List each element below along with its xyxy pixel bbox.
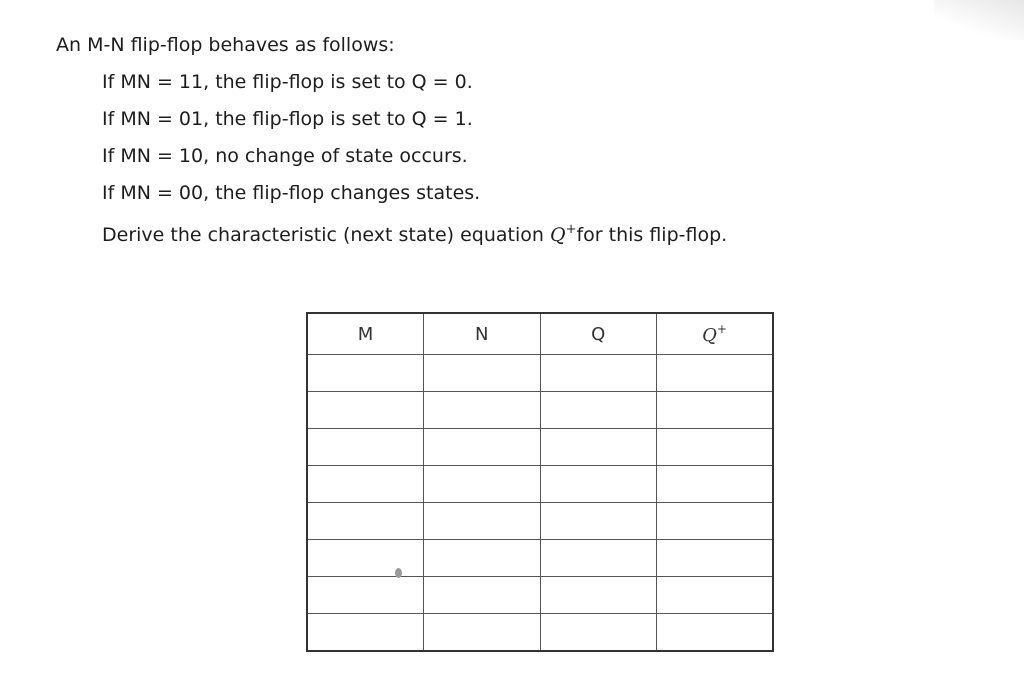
- truth-table-header-row: [307, 313, 773, 355]
- cell-q-plus[interactable]: [657, 503, 774, 540]
- cell-q-plus[interactable]: [657, 540, 774, 577]
- header-q: Q: [540, 313, 657, 355]
- table-row: [307, 577, 773, 614]
- rules-list: [102, 68, 480, 216]
- cell-q[interactable]: [540, 392, 657, 429]
- cell-q-plus[interactable]: [657, 614, 774, 652]
- scan-speck: [395, 568, 402, 578]
- cell-n[interactable]: [424, 429, 541, 466]
- cell-m[interactable]: [307, 540, 424, 577]
- table-row: [307, 614, 773, 652]
- rule-mn-01: If MN = 01, the flip-flop is set to Q = 1.: [102, 108, 473, 130]
- rule-mn-10: If MN = 10, no change of state occurs.: [102, 145, 468, 167]
- problem-intro: An M-N flip-flop behaves as follows:: [56, 34, 395, 56]
- truth-table-body: [307, 355, 773, 652]
- header-m: M: [307, 313, 424, 355]
- cell-q[interactable]: [540, 466, 657, 503]
- table-row: [307, 466, 773, 503]
- table-row: [307, 503, 773, 540]
- task-statement: [102, 216, 727, 249]
- cell-q-plus[interactable]: [657, 577, 774, 614]
- cell-m[interactable]: [307, 355, 424, 392]
- cell-m[interactable]: [307, 577, 424, 614]
- table-row: [307, 392, 773, 429]
- cell-m[interactable]: [307, 503, 424, 540]
- cell-q-plus[interactable]: [657, 355, 774, 392]
- table-row: [307, 429, 773, 466]
- cell-n[interactable]: [424, 577, 541, 614]
- task-text-after: for this flip-flop.: [576, 224, 728, 246]
- task-text-before: Derive the characteristic (next state) equation: [102, 224, 550, 246]
- cell-m[interactable]: [307, 466, 424, 503]
- cell-n[interactable]: [424, 466, 541, 503]
- cell-q[interactable]: [540, 540, 657, 577]
- cell-n[interactable]: [424, 392, 541, 429]
- rule-mn-00: If MN = 00, the flip-flop changes states.: [102, 182, 481, 204]
- header-q-plus: Q+: [657, 313, 774, 355]
- cell-n[interactable]: [424, 540, 541, 577]
- q-plus-symbol: Q+: [549, 222, 577, 246]
- rule-mn-11: If MN = 11, the flip-flop is set to Q = 0.: [102, 71, 473, 93]
- cell-m[interactable]: [307, 429, 424, 466]
- cell-m[interactable]: [307, 614, 424, 652]
- cell-q[interactable]: [540, 614, 657, 652]
- cell-m[interactable]: [307, 392, 424, 429]
- cell-n[interactable]: [424, 614, 541, 652]
- truth-table: [306, 312, 774, 652]
- table-row: [307, 355, 773, 392]
- cell-n[interactable]: [424, 503, 541, 540]
- cell-q-plus[interactable]: [657, 392, 774, 429]
- header-n: N: [424, 313, 541, 355]
- cell-q[interactable]: [540, 503, 657, 540]
- cell-q[interactable]: [540, 429, 657, 466]
- cell-q[interactable]: [540, 577, 657, 614]
- cell-q-plus[interactable]: [657, 466, 774, 503]
- cell-q[interactable]: [540, 355, 657, 392]
- cell-q-plus[interactable]: [657, 429, 774, 466]
- scan-shadow: [934, 0, 1024, 40]
- table-row: [307, 540, 773, 577]
- cell-n[interactable]: [424, 355, 541, 392]
